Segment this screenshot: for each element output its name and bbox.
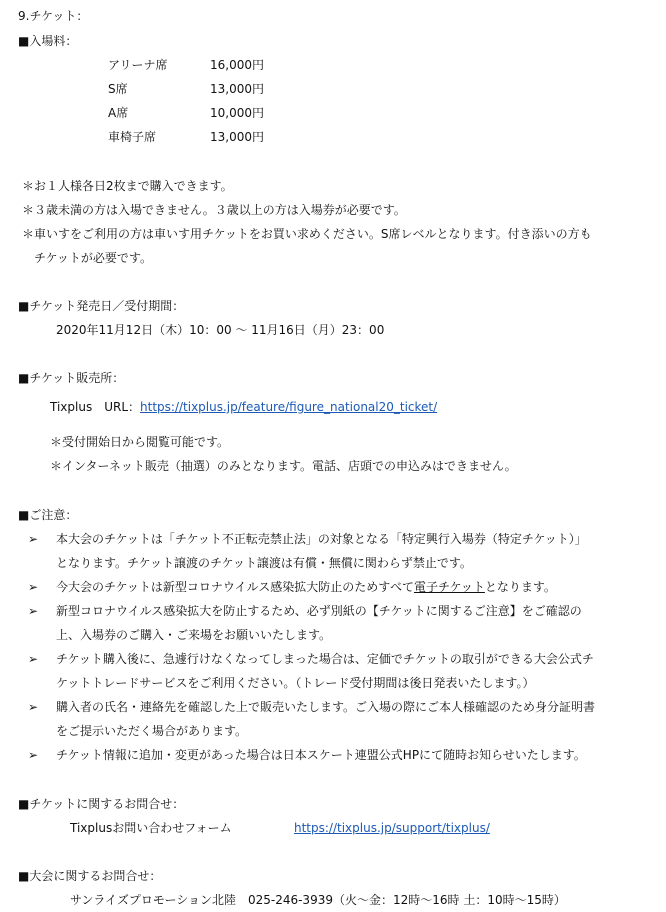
- ticket-contact-form-label: Tixplusお問い合わせフォーム: [70, 821, 232, 835]
- caution-text: 上、入場券のご購入・ご来場をお願いいたします。: [56, 628, 332, 642]
- section-title: 9.チケット：: [18, 9, 89, 23]
- caution-text: 新型コロナウイルス感染拡大を防止するため、必ず別紙の【チケットに関するご注意】をご確認の: [56, 604, 582, 618]
- seat-name: S席: [108, 82, 128, 96]
- caution-heading: ■ご注意：: [18, 508, 78, 522]
- note-line: ＊お１人様各日2枚まで購入できます。: [22, 179, 233, 193]
- bullet-arrow-icon: ➢: [28, 580, 39, 594]
- seat-name: アリーナ席: [108, 58, 168, 72]
- caution-text: [56, 579, 556, 595]
- bullet-arrow-icon: ➢: [28, 532, 39, 546]
- vendor-label: Tixplus URL：: [50, 400, 141, 414]
- outlet-line: [50, 399, 437, 415]
- note-line: チケットが必要です。: [34, 251, 152, 265]
- caution-text: ケットトレードサービスをご利用ください。（トレード受付期間は後日発表いたします。）: [56, 676, 535, 690]
- caution-text: となります。チケット譲渡のチケット譲渡は有償・無償に関わらず禁止です。: [56, 556, 472, 570]
- ticket-contact-heading: ■チケットに関するお問合せ：: [18, 797, 185, 811]
- bullet-arrow-icon: ➢: [28, 748, 39, 762]
- outlet-note: ＊インターネット販売（抽選）のみとなります。電話、店頭での申込みはできません。: [50, 459, 517, 473]
- outlet-heading: ■チケット販売所：: [18, 371, 125, 385]
- support-url-link[interactable]: https://tixplus.jp/support/tixplus/: [294, 821, 490, 835]
- seat-price: 16,000円: [210, 58, 264, 72]
- caution-text-part: となります。: [484, 580, 556, 594]
- sale-period-text: 2020年11月12日（木）10：00 ～ 11月16日（月）23：00: [56, 323, 385, 337]
- caution-text: をご提示いただく場合があります。: [56, 724, 248, 738]
- e-ticket-emphasis: 電子チケット: [413, 580, 485, 594]
- admission-heading: ■入場料：: [18, 34, 78, 48]
- bullet-arrow-icon: ➢: [28, 700, 39, 714]
- caution-text: 購入者の氏名・連絡先を確認した上で販売いたします。ご入場の際にご本人様確認のため身分証明書: [56, 700, 596, 714]
- caution-text-part: 今大会のチケットは新型コロナウイルス感染拡大防止のためすべて: [56, 580, 414, 594]
- caution-text: チケット情報に追加・変更があった場合は日本スケート連盟公式HPにて随時お知らせいたします。: [56, 748, 586, 762]
- bullet-arrow-icon: ➢: [28, 604, 39, 618]
- bullet-arrow-icon: ➢: [28, 652, 39, 666]
- seat-price: 13,000円: [210, 82, 264, 96]
- event-contact-text: サンライズプロモーション北陸 025-246-3939（火～金：12時～16時 土：10時～15時）: [70, 893, 566, 907]
- seat-name: A席: [108, 106, 129, 120]
- caution-text: チケット購入後に、急遽行けなくなってしまった場合は、定価でチケットの取引ができる大会公式チ: [56, 652, 594, 666]
- caution-text: 本大会のチケットは「チケット不正転売禁止法」の対象となる「特定興行入場券（特定チケット）」: [56, 532, 587, 546]
- outlet-note: ＊受付開始日から閲覧可能です。: [50, 435, 230, 449]
- sale-period-heading: ■チケット発売日／受付期間：: [18, 299, 185, 313]
- ticket-url-link[interactable]: https://tixplus.jp/feature/figure_national20_ticket/: [140, 400, 438, 414]
- event-contact-heading: ■大会に関するお問合せ：: [18, 869, 162, 883]
- seat-name: 車椅子席: [108, 130, 157, 144]
- note-line: ＊３歳未満の方は入場できません。３歳以上の方は入場券が必要です。: [22, 203, 406, 217]
- seat-price: 13,000円: [210, 130, 264, 144]
- seat-price: 10,000円: [210, 106, 264, 120]
- note-line: ＊車いすをご利用の方は車いす用チケットをお買い求めください。S席レベルとなります。付き添いの方も: [22, 227, 592, 241]
